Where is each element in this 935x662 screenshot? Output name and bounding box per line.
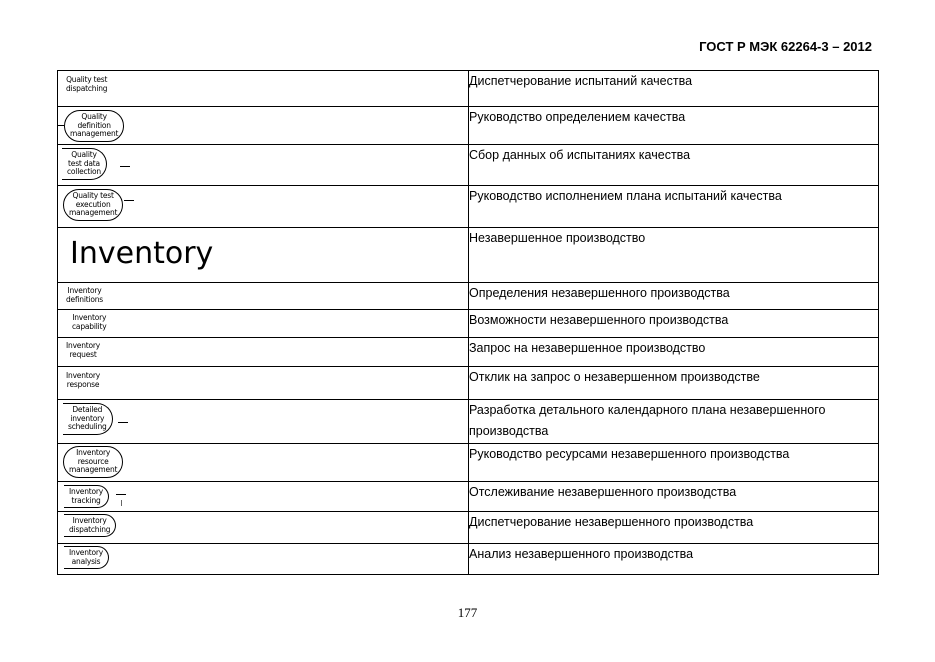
table-row xyxy=(58,338,879,367)
russian-term-cell: Определения незавершенного производства xyxy=(469,283,879,310)
english-term-cell xyxy=(58,228,469,283)
english-term-image: Inventory analysis xyxy=(64,546,109,569)
table-row xyxy=(58,367,879,400)
page-number: 177 xyxy=(457,605,478,620)
table-row xyxy=(58,145,879,186)
english-term-cell xyxy=(58,482,469,512)
russian-term-cell: Руководство определением качества xyxy=(469,107,879,145)
table-row xyxy=(58,310,879,338)
russian-term-cell: Отслеживание незавершенного производства xyxy=(469,482,879,512)
table-row xyxy=(58,71,879,107)
english-term-image: Inventory tracking xyxy=(64,485,109,508)
russian-term-cell: Разработка детального календарного плана незавершенного производства xyxy=(469,400,879,444)
table-row xyxy=(58,283,879,310)
russian-term-cell: Руководство ресурсами незавершенного производства xyxy=(469,444,879,482)
english-term-image: Inventory dispatching xyxy=(64,514,116,537)
english-term-cell xyxy=(58,444,469,482)
english-term-cell xyxy=(58,186,469,228)
russian-term-cell: Незавершенное производство xyxy=(469,228,879,283)
english-term-image: Inventory response xyxy=(66,371,101,389)
table-row xyxy=(58,107,879,145)
english-term-cell xyxy=(58,283,469,310)
english-term-cell xyxy=(58,338,469,367)
connector-line xyxy=(118,422,128,423)
russian-term-cell: Диспетчерование испытаний качества xyxy=(469,71,879,107)
english-term-cell xyxy=(58,145,469,186)
english-term-image: Quality test data collection xyxy=(62,148,107,180)
connector-line xyxy=(120,166,130,167)
russian-term-cell: Руководство исполнением плана испытаний качества xyxy=(469,186,879,228)
english-term-image: Quality test execution management xyxy=(63,189,123,221)
scan-mark xyxy=(121,500,122,506)
russian-term-cell: Отклик на запрос о незавершенном производстве xyxy=(469,367,879,400)
table-row xyxy=(58,186,879,228)
russian-term-cell: Диспетчерование незавершенного производства xyxy=(469,512,879,544)
english-term-image: Inventory capability xyxy=(72,313,107,331)
english-term-cell xyxy=(58,310,469,338)
english-term-image: Inventory definitions xyxy=(66,286,104,304)
table-row xyxy=(58,512,879,544)
english-term-cell xyxy=(58,512,469,544)
english-term-image: Inventory xyxy=(70,236,214,271)
terms-table xyxy=(57,70,879,575)
russian-term-cell: Возможности незавершенного производства xyxy=(469,310,879,338)
russian-term-cell: Запрос на незавершенное производство xyxy=(469,338,879,367)
table-row xyxy=(58,544,879,575)
english-term-image: Inventory resource management xyxy=(63,446,123,478)
russian-term-cell: Сбор данных об испытаниях качества xyxy=(469,145,879,186)
english-term-cell xyxy=(58,400,469,444)
english-term-image: Quality test dispatching xyxy=(66,75,108,93)
connector-line xyxy=(116,494,126,495)
english-term-image: Detailed inventory scheduling xyxy=(63,403,113,435)
english-term-cell xyxy=(58,107,469,145)
table-row xyxy=(58,444,879,482)
english-term-cell xyxy=(58,71,469,107)
connector-line xyxy=(124,200,134,201)
english-term-cell xyxy=(58,544,469,575)
table-row xyxy=(58,400,879,444)
table-row xyxy=(58,482,879,512)
english-term-image: Quality definition management xyxy=(64,110,124,142)
table-row xyxy=(58,228,879,283)
document-header: ГОСТ Р МЭК 62264-3 – 2012 xyxy=(699,39,872,54)
russian-term-cell: Анализ незавершенного производства xyxy=(469,544,879,575)
english-term-image: Inventory request xyxy=(66,341,101,359)
english-term-cell xyxy=(58,367,469,400)
